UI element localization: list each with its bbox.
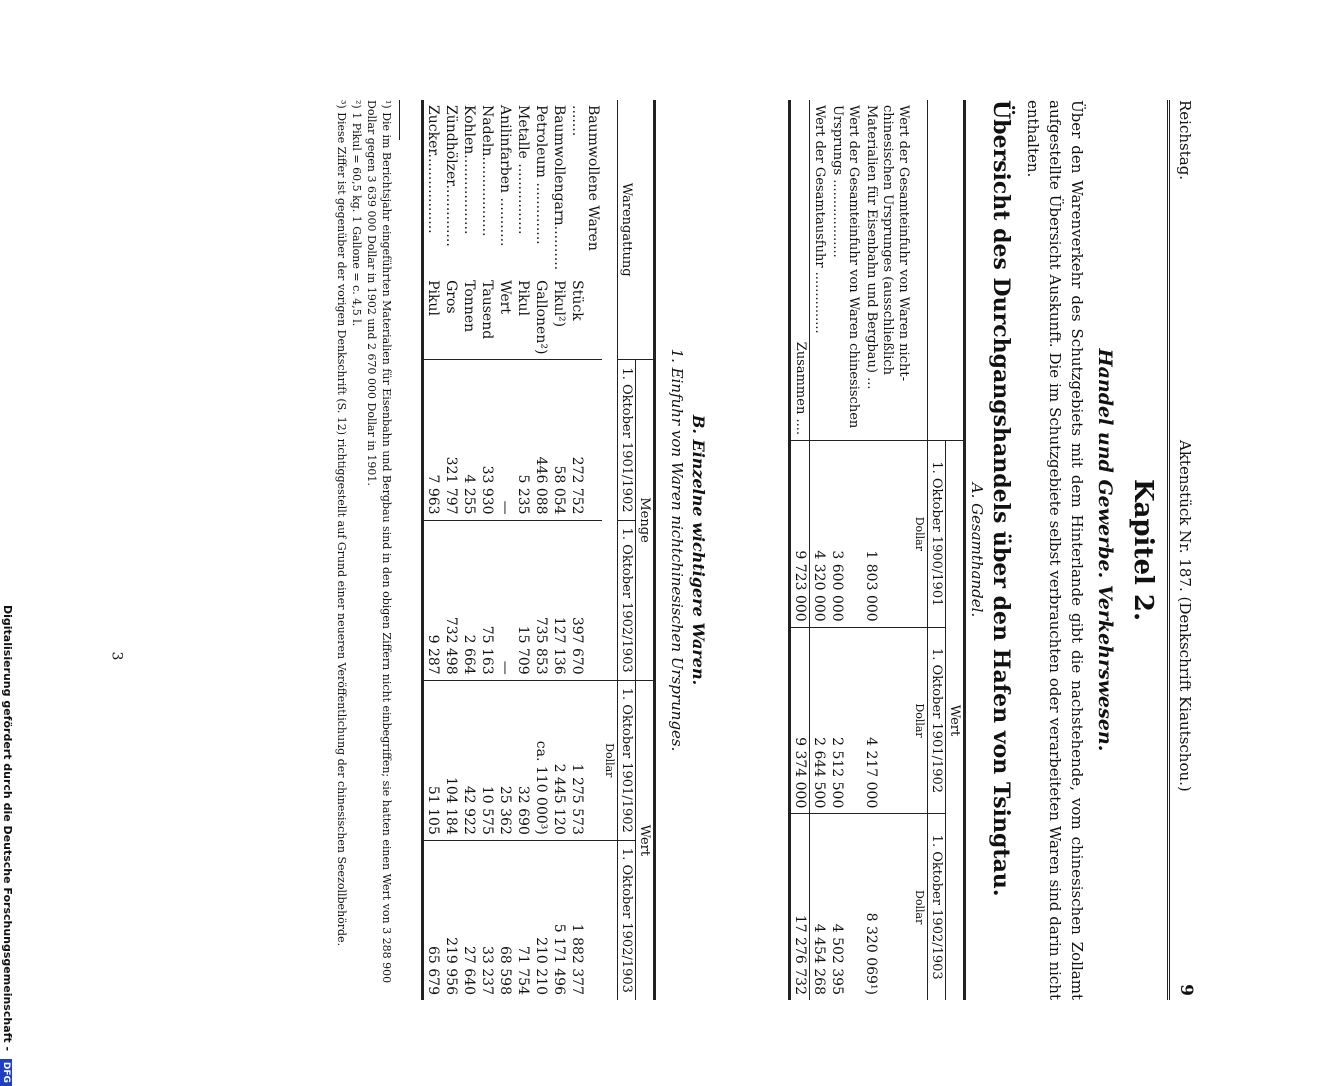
table2-col-header: 1. Oktober 1901/1902	[618, 360, 636, 520]
goods-name: Zucker..................	[425, 105, 441, 234]
table-row	[514, 100, 532, 1000]
cell-value: 71 754	[514, 840, 532, 1000]
imports-table	[421, 100, 656, 1000]
cell-value: 446 088	[532, 360, 550, 520]
goods-name: Anilinfarben ...........	[497, 105, 513, 247]
menge-group-header: Menge	[636, 360, 655, 680]
cell-value: 219 956	[442, 840, 460, 1000]
rotated-document	[90, 100, 1200, 1000]
wert-group-header: Wert	[636, 680, 655, 1000]
table-row	[862, 100, 912, 1000]
footnote: ³) Diese Ziffer ist gegenüber der vorigen Denkschrift (S. 12) richtiggestellt auf Grund einer neueren Veröffentlichung der chinesischen Seezollbehörde.	[335, 100, 348, 947]
cell-value: 75 163	[478, 520, 496, 680]
goods-name: Baumwollene Waren .......	[569, 105, 601, 251]
cell-value: 15 709	[514, 520, 532, 680]
total-value: 9 723 000	[790, 441, 810, 628]
goods-unit: Gallonen²)	[533, 280, 549, 355]
table-row	[568, 100, 602, 1000]
header-center: Aktenstück Nr. 187. (Denkschrift Kiautschou.)	[1176, 440, 1194, 792]
cell-value: 732 498	[442, 520, 460, 680]
cell-value: 1 275 573	[568, 680, 602, 840]
cell-value: ca. 110 000³)	[532, 680, 550, 840]
header-page-number: 9	[1176, 984, 1196, 996]
cell-value: 9 287	[423, 520, 443, 680]
table1-col-header: 1. Oktober 1901/1902	[928, 627, 946, 814]
goods-column-header: Warengattung	[618, 100, 655, 360]
cell-value: 4 320 000	[810, 441, 829, 628]
digitization-credit	[0, 605, 14, 1083]
table-row	[828, 100, 862, 1000]
goods-name: Metalle ................	[515, 105, 531, 235]
cell-value: 5 171 496	[550, 840, 568, 1000]
section-a-title: A. Gesamthandel.	[968, 482, 986, 618]
running-header	[1167, 100, 1200, 1000]
goods-name: Baumwollengarn..........	[551, 105, 567, 271]
goods-unit: Pikul²)	[551, 280, 567, 328]
row-label: Wert der Gesamteinfuhr von Waren nicht-chinesischen Ursprunges (ausschließlich Materialien für Eisenbahn und Bergbau) ...	[864, 105, 911, 390]
goods-unit: Tausend	[479, 280, 495, 340]
table-row	[478, 100, 496, 1000]
cell-value: 42 922	[460, 680, 478, 840]
footnote-rule	[399, 100, 400, 140]
cell-value: 58 054	[550, 360, 568, 520]
cell-value: 127 136	[550, 520, 568, 680]
table2-col-header: 1. Oktober 1902/1903	[618, 520, 636, 680]
chapter-subtitle: Handel und Gewerbe. Verkehrswesen.	[1094, 348, 1116, 752]
goods-unit: Stück	[569, 280, 585, 321]
cell-value: —	[496, 520, 514, 680]
goods-name: Nadeln..................	[479, 105, 495, 237]
table-row	[532, 100, 550, 1000]
cell-value: 3 600 000	[828, 441, 862, 628]
footnote: ¹) Die im Berichtsjahr eingeführten Materialien für Eisenbahn und Bergbau sind in den obigen Ziffern nicht einbegriffen; sie hatten einen Wert von 3 288 900 Dollar gegen 3 639 000 Dollar in 1902 und 2 670 000 Dollar in 1901.	[365, 100, 393, 984]
goods-unit: Pikul	[515, 280, 531, 316]
goods-name: Kohlen..................	[461, 105, 477, 235]
cell-value: 7 963	[423, 360, 443, 520]
cell-value: 272 752	[568, 360, 602, 520]
cell-value: 104 184	[442, 680, 460, 840]
table1-label-header	[928, 100, 965, 441]
cell-value: 4 255	[460, 360, 478, 520]
table1-group-header: Wert	[946, 441, 965, 1001]
cell-value: 4 217 000	[862, 627, 912, 814]
table-row	[460, 100, 478, 1000]
cell-value: 2 445 120	[550, 680, 568, 840]
cell-value: 65 679	[423, 840, 443, 1000]
credit-text: Digitalisierung gefördert durch die Deutsche Forschungsgemeinschaft -	[1, 605, 14, 1052]
table1-unit: Dollar	[912, 814, 928, 1000]
goods-unit: Wert	[497, 280, 513, 314]
cell-value: —	[496, 360, 514, 520]
table1-col-header: 1. Oktober 1902/1903	[928, 814, 946, 1000]
cell-value: 210 210	[532, 840, 550, 1000]
cell-value: 397 670	[568, 520, 602, 680]
goods-name: Zündhölzer..............	[443, 105, 459, 247]
total-value: 17 276 732	[790, 814, 810, 1000]
unit-spacer	[602, 100, 618, 680]
cell-value: 10 575	[478, 680, 496, 840]
cell-value: 2 664	[460, 520, 478, 680]
row-label: Wert der Gesamteinfuhr von Waren chinesischen Ursprungs ...................	[830, 105, 861, 429]
table-row	[423, 100, 443, 1000]
transit-trade-table	[788, 100, 966, 1000]
dfg-logo: DFG	[0, 1059, 12, 1086]
table2-col-header: 1. Oktober 1902/1903	[618, 840, 636, 1000]
table2-unit: Dollar	[602, 680, 618, 840]
section-b1-title: 1. Einfuhr von Waren nichtchinesischen Ursprunges.	[668, 348, 686, 752]
cell-value: 4 454 268	[810, 814, 829, 1000]
table2-col-header: 1. Oktober 1901/1902	[618, 680, 636, 840]
cell-value: 1 803 000	[862, 441, 912, 628]
goods-unit: Pikul	[425, 280, 441, 316]
cell-value: 27 640	[460, 840, 478, 1000]
cell-value: 735 853	[532, 520, 550, 680]
cell-value: 32 690	[514, 680, 532, 840]
cell-value: 68 598	[496, 840, 514, 1000]
table1-col-header: 1. Oktober 1900/1901	[928, 441, 946, 628]
cell-value: 4 502 395	[828, 814, 862, 1000]
cell-value: 33 237	[478, 840, 496, 1000]
total-label: Zusammen ....	[790, 100, 810, 441]
section-b-title: B. Einzelne wichtigere Waren.	[689, 414, 708, 686]
footnote: ²) 1 Pikul = 60,5 kg. 1 Gallone = c. 4,5 l.	[350, 100, 363, 327]
table1-unit: Dollar	[912, 627, 928, 814]
cell-value: 25 362	[496, 680, 514, 840]
goods-name: Petroleum ..............	[533, 105, 549, 245]
cell-value: 51 105	[423, 680, 443, 840]
row-label: Wert der Gesamtausfuhr ...............	[812, 105, 827, 334]
chapter-title: Kapitel 2.	[1128, 478, 1158, 622]
table-row	[496, 100, 514, 1000]
cell-value: 2 644 500	[810, 627, 829, 814]
bottom-page-number: 3	[108, 651, 125, 661]
cell-value: 1 882 377	[568, 840, 602, 1000]
cell-value: 2 512 500	[828, 627, 862, 814]
total-row	[790, 100, 810, 1000]
goods-unit: Gros	[443, 280, 459, 314]
footnotes	[334, 100, 394, 1000]
table-row	[810, 100, 829, 1000]
table2-unit	[602, 840, 618, 1000]
cell-value: 5 235	[514, 360, 532, 520]
header-left: Reichstag.	[1176, 100, 1194, 181]
intro-paragraph: Über den Warenverkehr des Schutzgebiets mit dem Hinterlande gibt die nachstehende, vom chinesischen Zollamt aufgestellte Übersicht Auskunft. Die im Schutzgebiete selbst verbrauchten oder verarbeiteten Waren sind darin nicht enthalten.	[1024, 100, 1086, 1000]
table1-unit: Dollar	[912, 441, 928, 628]
unit-spacer	[912, 100, 928, 441]
section-title: Übersicht des Durchgangshandels über den Hafen von Tsingtau.	[988, 100, 1014, 897]
table-row	[550, 100, 568, 1000]
cell-value: 321 797	[442, 360, 460, 520]
goods-unit: Tonnen	[461, 280, 477, 333]
cell-value: 8 320 069¹)	[862, 814, 912, 1000]
cell-value: 33 930	[478, 360, 496, 520]
table-row	[442, 100, 460, 1000]
total-value: 9 374 000	[790, 627, 810, 814]
